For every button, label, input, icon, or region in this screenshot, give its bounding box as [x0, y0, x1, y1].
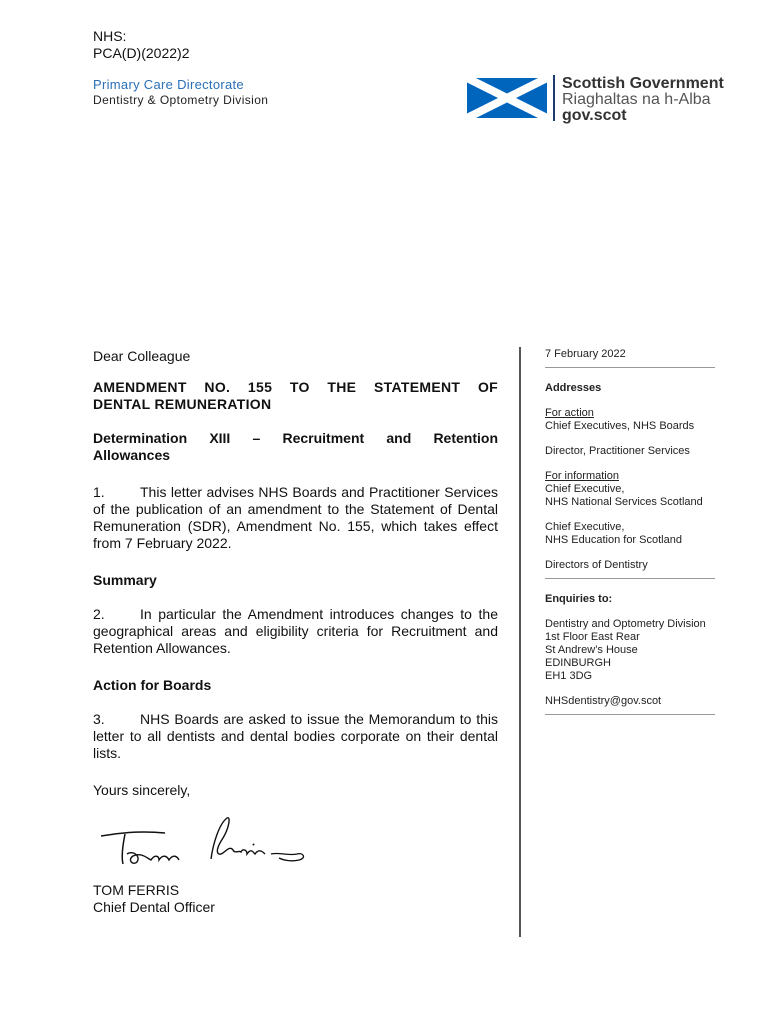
enquiries-label: Enquiries to: [545, 593, 613, 605]
address-line-1: Dentistry and Optometry Division [545, 618, 706, 630]
logo-text-gaelic: Riaghaltas na h-Alba [562, 91, 711, 108]
letter-title-line-1: AMENDMENT NO. 155 TO THE STATEMENT OF [93, 379, 498, 395]
column-divider [519, 347, 521, 937]
reference-line-2: PCA(D)(2022)2 [93, 45, 190, 61]
info-recipient-2-line-1: Chief Executive, [545, 521, 625, 533]
info-recipient-1-line-1: Chief Executive, [545, 483, 625, 495]
signatory-title: Chief Dental Officer [93, 899, 215, 915]
sidebar [545, 348, 720, 729]
logo-text-domain: gov.scot [562, 107, 627, 124]
paragraph-1-number: 1. [93, 484, 105, 500]
sidebar-rule [545, 578, 715, 579]
for-information-label: For information [545, 470, 619, 482]
directorate-name: Primary Care Directorate [93, 77, 244, 92]
info-recipient-2-line-2: NHS Education for Scotland [545, 534, 682, 546]
paragraph-2-number: 2. [93, 606, 105, 622]
action-heading: Action for Boards [93, 677, 212, 693]
handwritten-signature [93, 814, 313, 874]
addresses-label: Addresses [545, 382, 602, 394]
letter-body [93, 348, 498, 916]
for-action-label: For action [545, 407, 594, 419]
greeting: Dear Colleague [93, 348, 191, 364]
division-name: Dentistry & Optometry Division [93, 93, 269, 107]
paragraph-3 [93, 711, 498, 762]
info-recipient-1-line-2: NHS National Services Scotland [545, 496, 703, 508]
paragraph-1 [93, 484, 498, 552]
saltire-flag-icon [467, 78, 547, 118]
logo-divider [553, 75, 555, 121]
circular-reference [93, 28, 189, 62]
signatory-name: TOM FERRIS [93, 882, 180, 898]
sidebar-rule [545, 367, 715, 368]
logo-text-english: Scottish Government [562, 75, 724, 92]
address-line-4: EDINBURGH [545, 657, 612, 669]
address-line-3: St Andrew’s House [545, 644, 638, 656]
letter-subtitle-line-2: Allowances [93, 447, 171, 463]
action-recipient-1: Chief Executives, NHS Boards [545, 420, 695, 432]
paragraph-1-text: This letter advises NHS Boards and Practitioner Services of the publication of an amendment to the Statement of Dental Remuneration (SDR), Amendment No. 155, which takes effect from 7 February 2022. [93, 484, 498, 551]
paragraph-2-text: In particular the Amendment introduces changes to the geographical areas and eligibility criteria for Recruitment and Retention Allowances. [93, 606, 498, 656]
enquiries-email-link[interactable]: NHSdentistry@gov.scot [545, 695, 662, 707]
summary-heading: Summary [93, 572, 157, 588]
letter-title-line-2: DENTAL REMUNERATION [93, 396, 272, 412]
sidebar-rule [545, 714, 715, 715]
letter-subtitle-line-1: Determination XIII – Recruitment and Retention [93, 430, 498, 446]
address-line-5: EH1 3DG [545, 670, 593, 682]
paragraph-3-number: 3. [93, 711, 105, 727]
scottish-government-logo [467, 75, 737, 123]
info-recipient-3: Directors of Dentistry [545, 559, 648, 571]
reference-line-1: NHS: [93, 28, 127, 44]
letter-date: 7 February 2022 [545, 348, 626, 360]
action-recipient-2: Director, Practitioner Services [545, 445, 690, 457]
paragraph-3-text: NHS Boards are asked to issue the Memorandum to this letter to all dentists and dental bodies corporate on their dental lists. [93, 711, 498, 761]
closing: Yours sincerely, [93, 782, 191, 798]
address-line-2: 1st Floor East Rear [545, 631, 640, 643]
paragraph-2 [93, 606, 498, 657]
